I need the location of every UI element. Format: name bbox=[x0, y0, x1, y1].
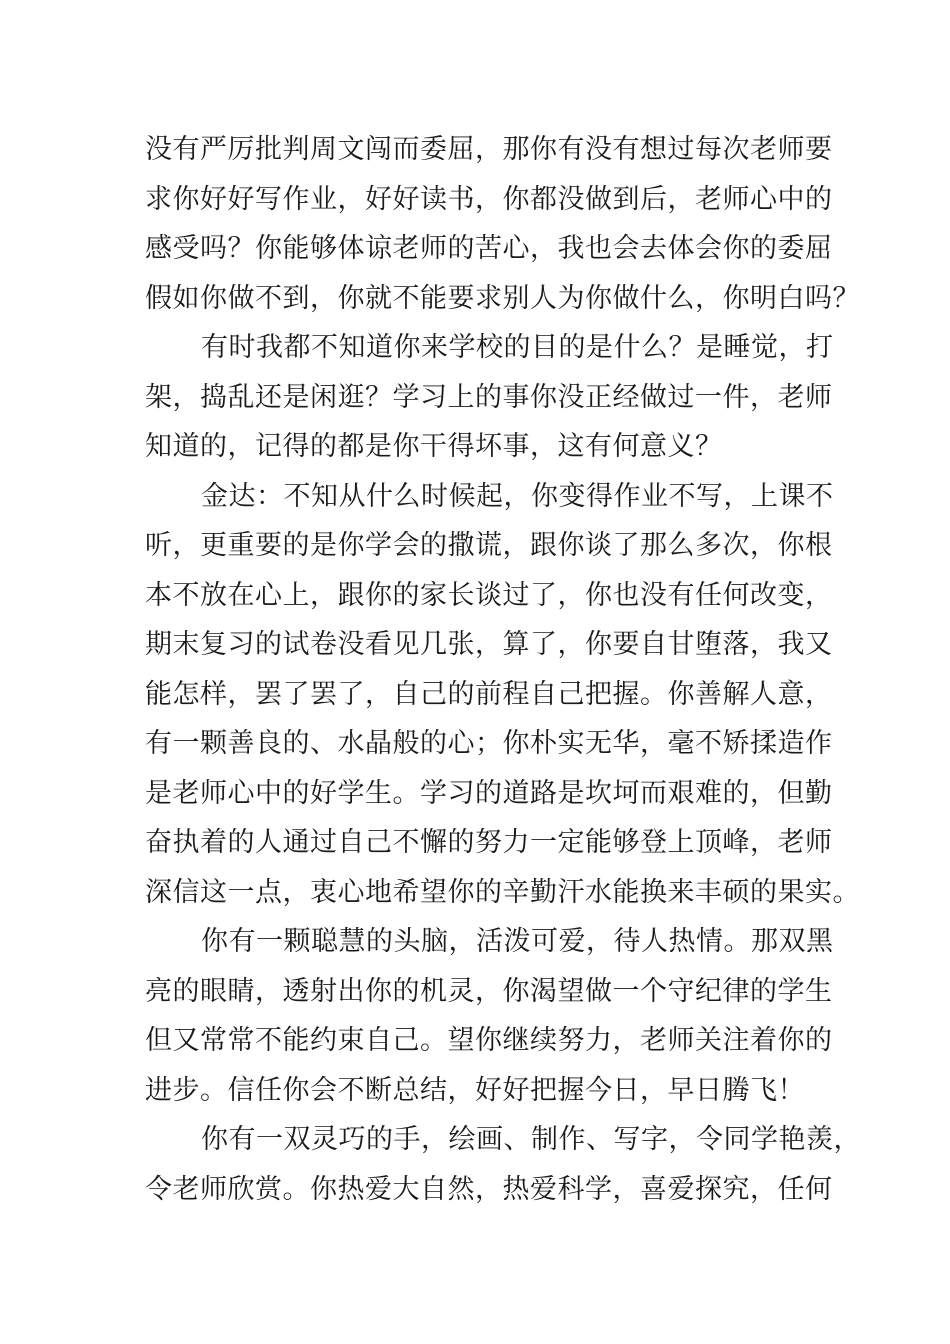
text-line: 能怎样，罢了罢了，自己的前程自己把握。你善解人意， bbox=[145, 678, 833, 710]
text-line: 本不放在心上，跟你的家长谈过了，你也没有任何改变， bbox=[145, 579, 833, 611]
text-line: 架，捣乱还是闲逛？学习上的事你没正经做过一件，老师 bbox=[145, 381, 833, 413]
text-line: 知道的，记得的都是你干得坏事，这有何意义？ bbox=[145, 431, 723, 462]
text-line: 奋执着的人通过自己不懈的努力一定能够登上顶峰，老师 bbox=[145, 827, 833, 858]
text-line: 假如你做不到，你就不能要求别人为你做什么，你明白吗？ bbox=[145, 282, 860, 314]
text-line: 期末复习的试卷没看见几张，算了，你要自甘堕落，我又 bbox=[145, 629, 833, 660]
text-line: 但又常常不能约束自己。望你继续努力，老师关注着你的 bbox=[145, 1025, 833, 1056]
text-line: 求你好好写作业，好好读书，你都没做到后，老师心中的 bbox=[145, 183, 833, 215]
paragraph-first-line: 你有一颗聪慧的头脑，活泼可爱，待人热情。那双黑 bbox=[201, 926, 834, 957]
paragraph-first-line: 有时我都不知道你来学校的目的是什么？是睡觉，打 bbox=[201, 332, 834, 363]
text-line: 进步。信任你会不断总结，好好把握今日，早日腾飞！ bbox=[145, 1074, 805, 1106]
text-line: 有一颗善良的、水晶般的心；你朴实无华，毫不矫揉造作 bbox=[145, 728, 833, 759]
text-line: 感受吗？你能够体谅老师的苦心，我也会去体会你的委屈 bbox=[145, 233, 833, 264]
text-line: 深信这一点，衷心地希望你的辛勤汗水能换来丰硕的果实。 bbox=[145, 876, 860, 908]
text-line: 亮的眼睛，透射出你的机灵，你渴望做一个守纪律的学生 bbox=[145, 975, 833, 1007]
paragraph-first-line: 你有一双灵巧的手，绘画、制作、写字，令同学艳羡， bbox=[201, 1124, 861, 1155]
text-line: 没有严厉批判周文闯而委屈，那你有没有想过每次老师要 bbox=[145, 134, 833, 165]
paragraph-first-line: 金达：不知从什么时候起，你变得作业不写，上课不 bbox=[201, 480, 834, 512]
text-line: 听，更重要的是你学会的撒谎，跟你谈了那么多次，你根 bbox=[145, 530, 833, 561]
document-body bbox=[145, 125, 861, 1214]
text-line: 令老师欣赏。你热爱大自然，热爱科学，喜爱探究，任何 bbox=[145, 1173, 833, 1205]
text-line: 是老师心中的好学生。学习的道路是坎坷而艰难的，但勤 bbox=[145, 777, 833, 809]
